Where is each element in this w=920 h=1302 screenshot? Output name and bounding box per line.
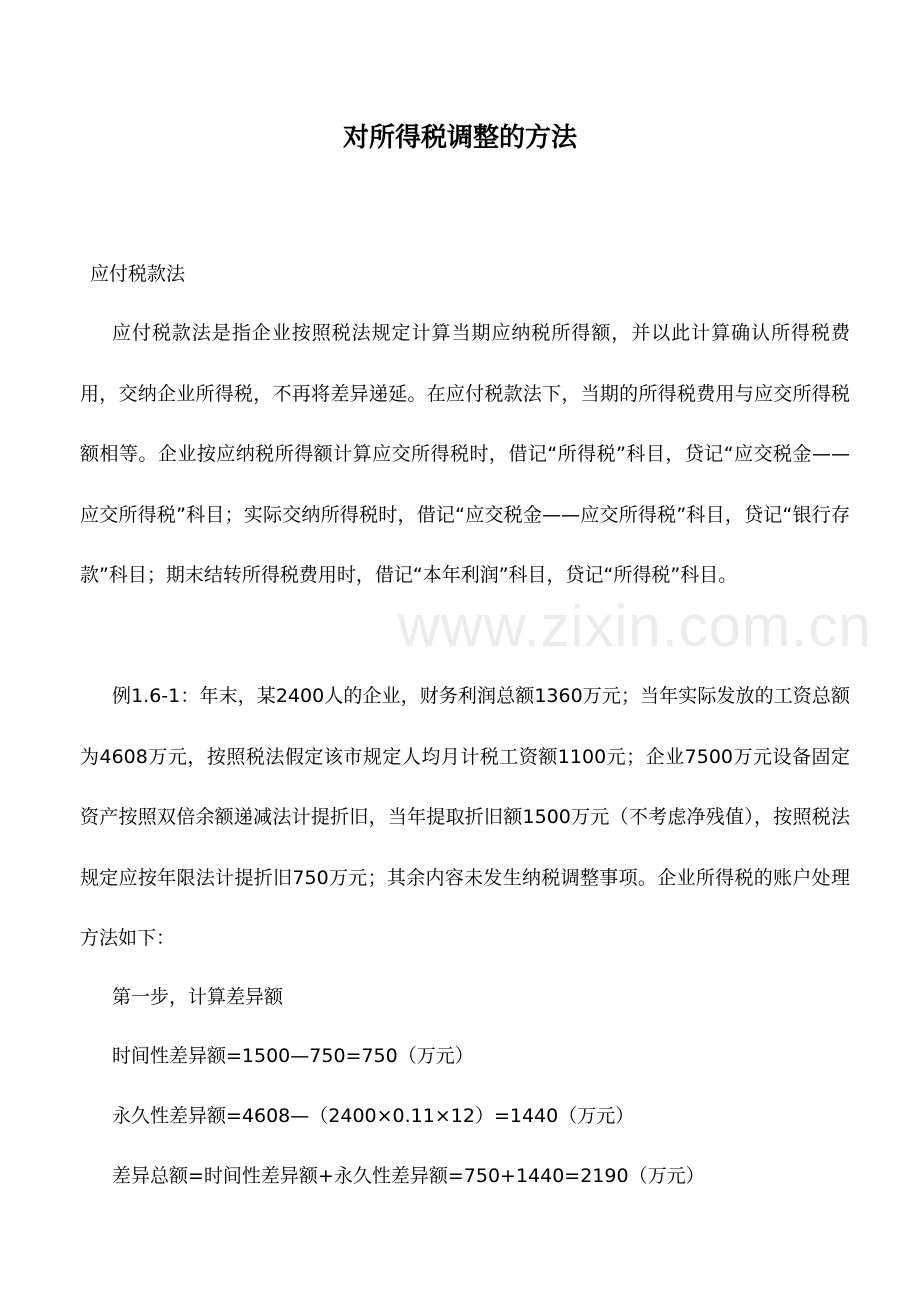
step-one-heading: 第一步，计算差异额: [112, 986, 284, 1008]
paragraph-definition: 应付税款法是指企业按照税法规定计算当期应纳税所得额，并以此计算确认所得税费用，交纳企业所得税，不再将差异递延。在应付税款法下，当期的所得税费用与应交所得税额相等。企业按应纳税所得额计算应交所得税时，借记“所得税”科目，贷记“应交税金——应交所得税”科目；实际交纳所得税时，借记“应交税金——应交所得税”科目，贷记“银行存款”科目；期末结转所得税费用时，借记“本年利润”科目，贷记“所得税”科目。: [80, 322, 850, 587]
permanent-difference-line: 永久性差异额=4608—（2400×0.11×12）=1440（万元）: [112, 1105, 635, 1127]
section-heading: 应付税款法: [90, 263, 186, 285]
paragraph-example: 例1.6-1：年末，某2400人的企业，财务利润总额1360万元；当年实际发放的工资总额为4608万元，按照税法假定该市规定人均月计税工资额1100元；企业7500万元设备固定资产按照双倍余额递减法计提折旧，当年提取折旧额1500万元（不考虑净残值），按照税法规定应按年限法计提折旧750万元；其余内容未发生纳税调整事项。企业所得税的账户处理方法如下：: [80, 685, 850, 950]
watermark-text: www.zixin.com.cn: [398, 594, 872, 659]
document-title: 对所得税调整的方法: [342, 123, 577, 153]
total-difference-line: 差异总额=时间性差异额+永久性差异额=750+1440=2190（万元）: [112, 1165, 705, 1187]
timing-difference-line: 时间性差异额=1500—750=750（万元）: [112, 1045, 474, 1067]
